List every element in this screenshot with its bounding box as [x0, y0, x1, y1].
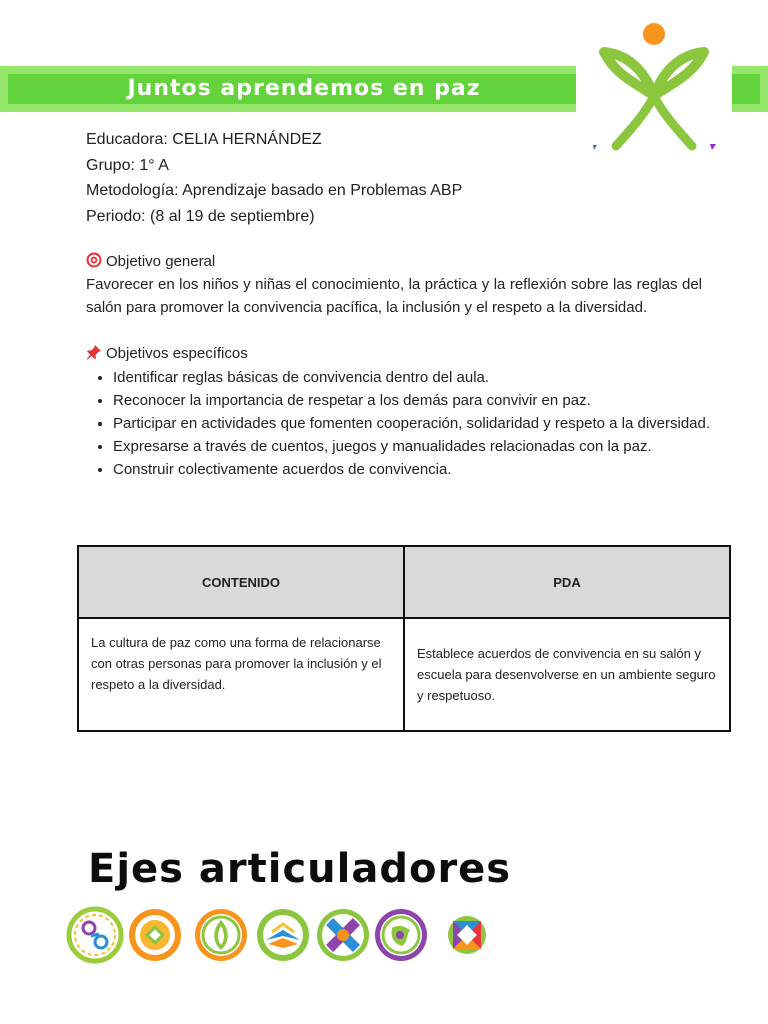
objetivo-general-label: Objetivo general	[106, 253, 216, 270]
objetivos-especificos-label: Objetivos específicos	[106, 345, 248, 362]
logo	[576, 14, 732, 160]
vida-saludable-icon	[314, 906, 372, 964]
page-title: Juntos aprendemos en paz	[127, 76, 481, 101]
inclusion-icon	[66, 906, 124, 964]
grupo-text: Grupo: 1° A	[86, 156, 169, 174]
table-header-contenido: CONTENIDO	[79, 547, 405, 619]
pushpin-icon	[86, 344, 102, 360]
list-item: • Construir colectivamente acuerdos de convivencia.	[113, 458, 729, 481]
metodologia-text: Metodología: Aprendizaje basado en Problemas ABP	[86, 182, 463, 199]
educadora-text: Educadora: CELIA HERNÁNDEZ	[86, 131, 322, 148]
list-item: • Expresarse a través de cuentos, juegos y manualidades relacionadas con la paz.	[113, 435, 729, 458]
objetivo-general-heading	[86, 250, 702, 273]
lectura-escritura-icon	[372, 906, 430, 964]
ejes-title: Ejes articuladores	[88, 846, 512, 892]
table-cell-contenido: La cultura de paz como una forma de relacionarse con otras personas para promover la inclusión y el respeto a la diversidad.	[79, 619, 405, 730]
ejes-icon-row	[66, 906, 486, 966]
objetivos-especificos-heading	[86, 342, 702, 365]
info-block	[86, 127, 462, 229]
artes-icon	[438, 906, 496, 964]
igualdad-genero-icon	[254, 906, 312, 964]
list-item: • Identificar reglas básicas de convivencia dentro del aula.	[113, 366, 729, 389]
list-item: • Reconocer la importancia de respetar a los demás para convivir en paz.	[113, 389, 729, 412]
contenido-pda-table	[77, 545, 731, 732]
pensamiento-critico-icon	[126, 906, 184, 964]
target-icon	[86, 252, 102, 268]
table-cell-pda: Establece acuerdos de convivencia en su salón y escuela para desenvolverse en un ambiente seguro y respetuoso.	[417, 646, 716, 703]
table-header-pda: PDA	[405, 547, 729, 619]
logo-icon	[576, 14, 732, 160]
periodo-text: Periodo: (8 al 19 de septiembre)	[86, 207, 315, 225]
interculturalidad-icon	[192, 906, 250, 964]
objetivos-especificos-list	[86, 366, 729, 481]
objetivo-general-text: Favorecer en los niños y niñas el conocimiento, la práctica y la reflexión sobre las reglas del salón para promover la convivencia pacífica, la inclusión y el respeto a la diversidad.	[86, 276, 702, 316]
list-item: • Participar en actividades que fomenten cooperación, solidaridad y respeto a la diversidad.	[113, 412, 729, 435]
